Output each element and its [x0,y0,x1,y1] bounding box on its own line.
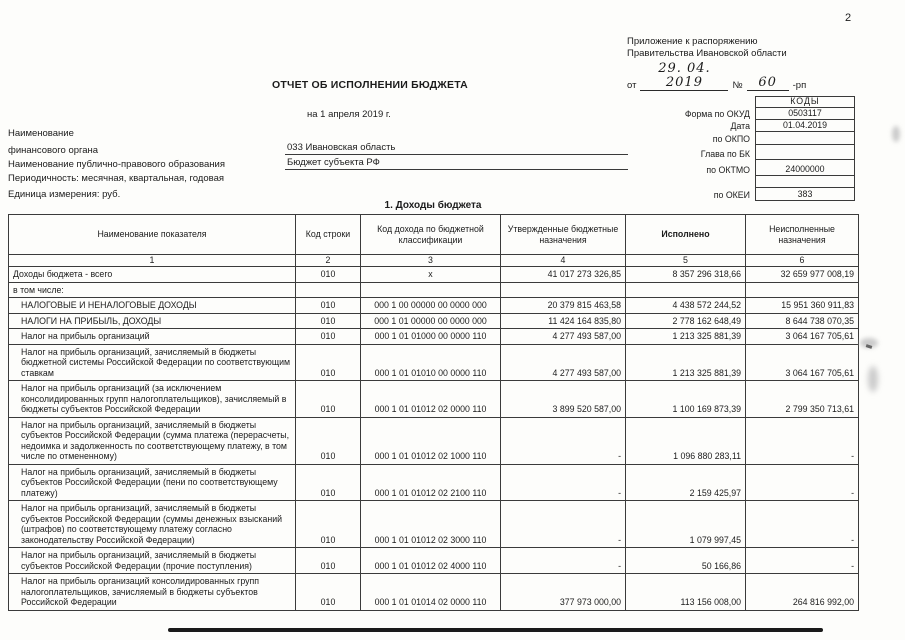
row-name: в том числе: [9,282,296,298]
table-row [9,417,859,464]
row-line-code: 010 [296,417,361,464]
handwritten-number: 60 [747,76,789,91]
row-executed-amount: 1 213 325 881,39 [626,344,746,381]
row-executed-amount: 1 213 325 881,39 [626,329,746,345]
table-row [9,282,859,298]
row-name: НАЛОГОВЫЕ И НЕНАЛОГОВЫЕ ДОХОДЫ [9,298,296,314]
row-approved-amount: 4 277 493 587,00 [501,329,626,345]
column-number: 1 [9,255,296,267]
table-row [9,313,859,329]
row-executed-amount: 1 100 169 873,39 [626,381,746,418]
column-number: 6 [746,255,859,267]
revenue-table [8,214,859,611]
column-number: 4 [501,255,626,267]
row-classification-code: 000 1 01 00000 00 0000 000 [361,313,501,329]
row-classification-code [361,282,501,298]
header-unexecuted: Неисполненные назначения [746,215,859,255]
financial-organ-label: финансового органа [8,145,99,156]
header-line-code: Код строки [296,215,361,255]
table-row [9,501,859,548]
codes-header-row [645,96,857,108]
row-unexecuted-amount: 3 064 167 705,61 [746,329,859,345]
codes-row-label: по ОКТМО [706,165,750,175]
appendix-from-label: от [627,79,637,91]
row-executed-amount: 4 438 572 244,52 [626,298,746,314]
row-approved-amount: 4 277 493 587,00 [501,344,626,381]
row-classification-code: 000 1 01 01010 00 0000 110 [361,344,501,381]
table-row [9,298,859,314]
row-classification-code: х [361,267,501,283]
row-name: Налог на прибыль организаций, зачисляемый в бюджеты субъектов Российской Федерации (сумма платежа (перерасчеты, недоимка и задолженность по соответствующему платежу, в том числе по отмененному) [9,417,296,464]
public-entity-value: Бюджет субъекта РФ [285,157,628,170]
table-row [9,267,859,283]
codes-title: КОДЫ [755,96,855,108]
row-executed-amount [626,282,746,298]
codes-row-label: по ОКПО [712,134,750,144]
row-name: Налог на прибыль организаций консолидированных групп налогоплательщиков, зачисляемый в бюджеты субъектов Российской Федерации [9,574,296,611]
row-executed-amount: 1 079 997,45 [626,501,746,548]
row-line-code: 010 [296,548,361,574]
codes-box [645,96,857,201]
row-approved-amount: 20 379 815 463,58 [501,298,626,314]
row-line-code: 010 [296,464,361,501]
row-unexecuted-amount: 2 799 350 713,61 [746,381,859,418]
row-classification-code: 000 1 00 00000 00 0000 000 [361,298,501,314]
row-classification-code: 000 1 01 01012 02 0000 110 [361,381,501,418]
row-name: Налог на прибыль организаций, зачисляемый в бюджеты субъектов Российской Федерации (прочие поступления) [9,548,296,574]
row-classification-code: 000 1 01 01012 02 3000 110 [361,501,501,548]
appendix-block [627,36,869,91]
row-line-code: 010 [296,267,361,283]
table-row [9,344,859,381]
codes-row [645,160,857,176]
appendix-order-line [627,62,869,91]
row-approved-amount [501,282,626,298]
table-row [9,548,859,574]
row-unexecuted-amount: 3 064 167 705,61 [746,344,859,381]
row-unexecuted-amount: 8 644 738 070,35 [746,313,859,329]
row-approved-amount: 41 017 273 326,85 [501,267,626,283]
row-line-code: 010 [296,381,361,418]
row-line-code: 010 [296,574,361,611]
codes-row-value [755,176,855,188]
codes-row-value: 383 [755,188,855,201]
row-classification-code: 000 1 01 01000 00 0000 110 [361,329,501,345]
row-unexecuted-amount: - [746,417,859,464]
row-name: Налог на прибыль организаций [9,329,296,345]
document-title: ОТЧЕТ ОБ ИСПОЛНЕНИИ БЮДЖЕТА [272,79,468,91]
row-unexecuted-amount: 264 816 992,00 [746,574,859,611]
handwritten-date: 29. 04. 2019 [640,62,728,91]
codes-row-label: Глава по БК [700,149,750,159]
row-executed-amount: 2 778 162 648,49 [626,313,746,329]
section-title: 1. Доходы бюджета [384,200,482,211]
row-line-code: 010 [296,501,361,548]
row-name: Доходы бюджета - всего [9,267,296,283]
row-executed-amount: 8 357 296 318,66 [626,267,746,283]
unit-line: Единица измерения: руб. [8,189,121,200]
codes-row [645,132,857,145]
financial-organ-value: 033 Ивановская область [285,142,628,155]
row-approved-amount: - [501,501,626,548]
header-classification-code: Код дохода по бюджетной классификации [361,215,501,255]
row-unexecuted-amount: 32 659 977 008,19 [746,267,859,283]
codes-row-label: Форма по ОКУД [684,109,750,119]
public-entity-label: Наименование публично-правового образования [8,159,225,170]
column-number: 3 [361,255,501,267]
row-unexecuted-amount: 15 951 360 911,83 [746,298,859,314]
table-row [9,574,859,611]
row-name: Налог на прибыль организаций, зачисляемый в бюджеты субъектов Российской Федерации (пени по соответствующему платежу) [9,464,296,501]
codes-row-value [755,132,855,145]
appendix-line-1: Приложение к распоряжению [627,36,758,47]
row-unexecuted-amount: - [746,501,859,548]
row-name: Налог на прибыль организаций (за исключением консолидированных групп налогоплательщиков), зачисляемый в бюджеты субъектов Российской Федерации [9,381,296,418]
row-approved-amount: - [501,417,626,464]
row-line-code: 010 [296,313,361,329]
codes-row [645,176,857,188]
row-approved-amount: 377 973 000,00 [501,574,626,611]
codes-row-value: 0503117 [755,108,855,120]
column-number: 5 [626,255,746,267]
name-label: Наименование [8,128,74,139]
codes-row-value: 01.04.2019 [755,120,855,132]
codes-row [645,120,857,132]
page-number: 2 [845,12,852,24]
codes-row [645,145,857,160]
scan-mark [866,344,873,349]
codes-row-value [755,145,855,160]
table-header-row [9,215,859,255]
codes-row-label: Дата [730,121,750,131]
row-line-code: 010 [296,329,361,345]
column-number: 2 [296,255,361,267]
row-classification-code: 000 1 01 01012 02 2100 110 [361,464,501,501]
row-classification-code: 000 1 01 01012 02 4000 110 [361,548,501,574]
row-executed-amount: 113 156 008,00 [626,574,746,611]
appendix-suffix: -рп [792,79,807,91]
scan-smudge [892,126,900,142]
appendix-number-label: № [732,79,743,91]
row-unexecuted-amount: - [746,548,859,574]
row-line-code: 010 [296,344,361,381]
row-approved-amount: - [501,464,626,501]
row-classification-code: 000 1 01 01014 02 0000 110 [361,574,501,611]
row-line-code [296,282,361,298]
row-executed-amount: 50 166,86 [626,548,746,574]
codes-row-value: 24000000 [755,160,855,176]
header-approved: Утвержденные бюджетные назначения [501,215,626,255]
periodicity-line: Периодичность: месячная, квартальная, годовая [8,173,224,184]
column-number-row [9,255,859,267]
row-line-code: 010 [296,298,361,314]
table-row [9,464,859,501]
row-executed-amount: 2 159 425,97 [626,464,746,501]
codes-row-label: по ОКЕИ [713,190,750,200]
table-row [9,381,859,418]
revenue-table-body [9,267,859,611]
row-unexecuted-amount: - [746,464,859,501]
scan-smudge [868,366,878,392]
scan-edge-artifact [168,628,823,632]
row-approved-amount: 11 424 164 835,80 [501,313,626,329]
codes-header-spacer [645,96,755,108]
appendix-line-2: Правительства Ивановской области [627,47,787,59]
row-executed-amount: 1 096 880 283,11 [626,417,746,464]
header-indicator-name: Наименование показателя [9,215,296,255]
header-executed: Исполнено [626,215,746,255]
row-name: Налог на прибыль организаций, зачисляемый в бюджеты бюджетной системы Российской Федерации по соответствующим ставкам [9,344,296,381]
row-classification-code: 000 1 01 01012 02 1000 110 [361,417,501,464]
codes-rows [645,108,857,201]
row-name: Налог на прибыль организаций, зачисляемый в бюджеты субъектов Российской Федерации (суммы денежных взысканий (штрафов) по соответствующему платежу согласно законодательству Российской Федерации) [9,501,296,548]
row-unexecuted-amount [746,282,859,298]
row-approved-amount: 3 899 520 587,00 [501,381,626,418]
table-row [9,329,859,345]
codes-row-label [645,176,755,188]
report-date: на 1 апреля 2019 г. [307,109,391,120]
row-name: НАЛОГИ НА ПРИБЫЛЬ, ДОХОДЫ [9,313,296,329]
codes-row [645,108,857,120]
row-approved-amount: - [501,548,626,574]
